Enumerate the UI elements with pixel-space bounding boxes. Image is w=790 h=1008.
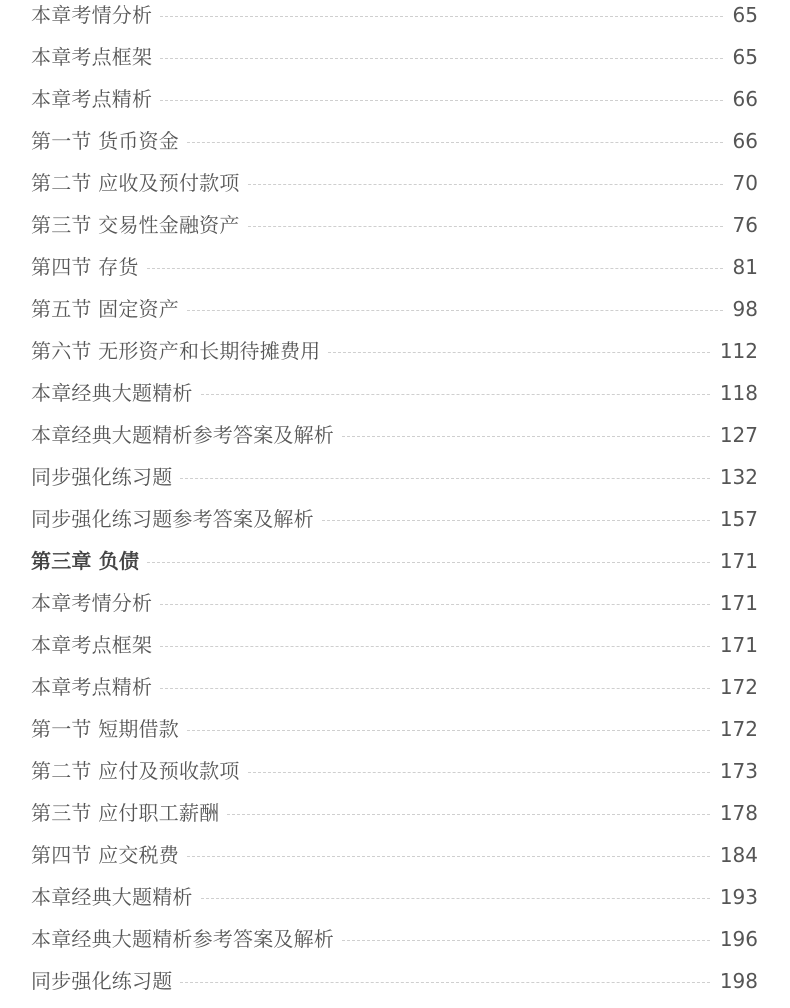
dotted-leader [147,268,723,269]
toc-entry-page: 171 [719,591,758,615]
dotted-leader [187,856,710,857]
toc-chapter-entry[interactable] [31,546,758,576]
toc-entry-page: 132 [719,465,758,489]
toc-entry[interactable] [31,924,758,954]
toc-entry[interactable] [31,168,758,198]
toc-entry-title: 第三节 应付职工薪酬 [31,801,220,825]
toc-entry-page: 157 [719,507,758,531]
toc-entry[interactable] [31,252,758,282]
toc-entry-title: 同步强化练习题参考答案及解析 [31,507,314,531]
toc-entry[interactable] [31,672,758,702]
dotted-leader [160,16,722,17]
toc-entry-title: 第二节 应收及预付款项 [31,171,240,195]
dotted-leader [187,730,710,731]
toc-entry-page: 171 [719,633,758,657]
dotted-leader [322,520,710,521]
toc-entry-title: 第六节 无形资产和长期待摊费用 [31,339,321,363]
toc-entry-page: 112 [719,339,758,363]
toc-entry-page: 173 [719,759,758,783]
toc-entry[interactable] [31,630,758,660]
toc-entry-title: 本章考情分析 [31,591,153,615]
dotted-leader [248,184,723,185]
toc-entry-title: 本章考点框架 [31,45,153,69]
toc-entry[interactable] [31,840,758,870]
toc-entry[interactable] [31,210,758,240]
toc-entry[interactable] [31,588,758,618]
toc-entry[interactable] [31,294,758,324]
toc-entry-page: 193 [719,885,758,909]
toc-entry-page: 76 [732,213,758,237]
dotted-leader [227,814,709,815]
toc-entry-title: 第一节 短期借款 [31,717,179,741]
toc-entry-title: 同步强化练习题 [31,969,173,993]
dotted-leader [248,772,710,773]
dotted-leader [160,58,722,59]
toc-entry-page: 65 [732,3,758,27]
toc-entry[interactable] [31,420,758,450]
toc-entry-page: 70 [732,171,758,195]
toc-entry[interactable] [31,126,758,156]
dotted-leader [187,310,723,311]
toc-entry[interactable] [31,882,758,912]
toc-entry-page: 98 [732,297,758,321]
dotted-leader [342,436,710,437]
toc-entry[interactable] [31,0,758,30]
toc-entry-page: 65 [732,45,758,69]
toc-entry[interactable] [31,798,758,828]
dotted-leader [342,940,710,941]
toc-entry-title: 第二节 应付及预收款项 [31,759,240,783]
dotted-leader [187,142,723,143]
toc-entry-title: 本章考点精析 [31,675,153,699]
toc-entry[interactable] [31,84,758,114]
toc-entry-title: 本章考点框架 [31,633,153,657]
toc-entry-title: 第三节 交易性金融资产 [31,213,240,237]
toc-entry-title: 本章考点精析 [31,87,153,111]
toc-entry-title: 本章经典大题精析 [31,885,193,909]
toc-entry-page: 196 [719,927,758,951]
dotted-leader [180,478,709,479]
toc-entry-title: 本章考情分析 [31,3,153,27]
toc-entry-title: 第一节 货币资金 [31,129,179,153]
toc-entry[interactable] [31,462,758,492]
toc-entry-title: 第四节 存货 [31,255,139,279]
toc-entry-page: 66 [732,129,758,153]
toc-entry-title: 本章经典大题精析参考答案及解析 [31,423,334,447]
toc-entry-page: 184 [719,843,758,867]
dotted-leader [160,100,722,101]
dotted-leader [160,688,710,689]
toc-entry-page: 118 [719,381,758,405]
dotted-leader [160,646,710,647]
toc-entry[interactable] [31,336,758,366]
dotted-leader [160,604,710,605]
toc-entry-page: 178 [719,801,758,825]
toc-entry[interactable] [31,42,758,72]
toc-entry-page: 171 [719,549,758,573]
toc-entry-page: 66 [732,87,758,111]
toc-entry[interactable] [31,756,758,786]
toc-entry[interactable] [31,504,758,534]
toc-entry-title: 第四节 应交税费 [31,843,179,867]
toc-entry-page: 172 [719,717,758,741]
dotted-leader [201,394,710,395]
toc-chapter-title: 第三章 负债 [31,549,140,573]
dotted-leader [147,562,710,563]
toc-entry[interactable] [31,714,758,744]
toc-entry-title: 同步强化练习题 [31,465,173,489]
toc-entry-title: 本章经典大题精析 [31,381,193,405]
toc-entry[interactable] [31,378,758,408]
dotted-leader [201,898,710,899]
dotted-leader [180,982,709,983]
dotted-leader [328,352,709,353]
toc-entry-page: 172 [719,675,758,699]
toc-entry[interactable] [31,966,758,996]
toc-entry-page: 81 [732,255,758,279]
toc-entry-page: 127 [719,423,758,447]
toc-entry-title: 本章经典大题精析参考答案及解析 [31,927,334,951]
toc-entry-page: 198 [719,969,758,993]
dotted-leader [248,226,723,227]
toc-entry-title: 第五节 固定资产 [31,297,179,321]
